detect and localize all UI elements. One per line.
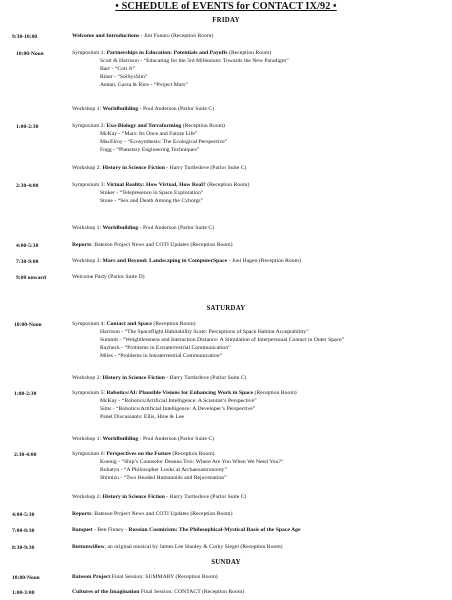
event-cultures-final: Cultures of the Imagination Final Session: CONTACT (Reception Room) [72, 589, 245, 595]
event-reports: Reports: Bateson Project News and COTI Updates (Reception Room) [72, 242, 233, 248]
time-slot: 10:00-Noon [16, 51, 44, 57]
talk-item: Panel Discussants: Ellis, Hine & Lee [100, 414, 185, 420]
event-buttonwillow: Buttonwillow, an original musical by James Lee Stanley & Corky Siegel (Reception Room) [72, 544, 283, 550]
day-heading-sunday: SUNDAY [211, 559, 241, 566]
event-workshop-1: Workshop 1: Worldbuilding - Poul Anderson (Parlor Suite C) [72, 106, 215, 112]
talk-item: MacElroy - “Ecosynthesis: The Ecological Perspective” [100, 139, 228, 145]
talk-item: Stoker - “Telepresence in Space Exploration” [100, 190, 204, 196]
time-slot: 10:00-Noon [14, 322, 42, 328]
event-symposium-3: Symposium 3: Virtual Reality: How Virtual, How Real? (Reception Room) [72, 182, 250, 188]
talk-item: Raybeck - “Problems in Extraterrestrial Communication” [100, 345, 231, 351]
talk-item: McKay - “Mars: Its Once and Future Life” [100, 131, 198, 137]
event-symposium-6: Symposium 6: Perspectives on the Future (Reception Room) [72, 451, 215, 457]
event-welcome-party: Welcome Party (Parlor Suite D) [72, 274, 145, 280]
talk-item: Koenig - “Ship’s Counselor Deanna Troi: Where Are You When We Need You?” [100, 459, 284, 465]
talk-item: Barr - “Coti Jr” [100, 66, 136, 72]
time-slot: 7:30-9:00 [16, 259, 39, 265]
talk-item: Rohatyn - “A Philosopher Looks at Archaeoastronomy” [100, 467, 227, 473]
talk-item: Riner - “SolSysSim” [100, 74, 148, 80]
talk-item: Summit - “Weightlessness and Interaction Distance: A Simulation of Interpersonal Contact in Outer Space” [100, 337, 345, 343]
time-slot: 8:30-9:30 [12, 545, 35, 551]
talk-item: Sims - “Robotics/Artificial Intelligence: A Developer’s Perspective” [100, 406, 256, 412]
event-bateson-final: Bateson Project Final Session: SUMMARY (Reception Room) [72, 574, 218, 580]
talk-item: Shimizu - “Two Headed Humanoids and Rejuvenation” [100, 475, 227, 481]
day-heading-friday: FRIDAY [212, 17, 240, 24]
time-slot: 1:00-3:00 [12, 590, 35, 596]
time-slot: 7:00-8:30 [12, 528, 35, 534]
time-slot: 2:30-4:00 [14, 452, 37, 458]
event-symposium-5: Symposium 5: Robotics/AI: Plausible Visions for Enhancing Work in Space (Reception Room) [72, 390, 297, 396]
talk-item: Aedan, Garza & Rice - “Project Mars” [100, 82, 188, 88]
event-workshop-2: Workshop 2: History in Science Fiction - Harry Turtledove (Parlor Suite C) [72, 494, 247, 500]
event-symposium-2: Symposium 2: Exo-Biology and Terraforming (Reception Room) [72, 123, 225, 129]
event-banquet: Banquet - Ben Finney - Russian Cosmicism: The Philosophical-Mystical Basis of the Space Age [72, 527, 301, 533]
event-workshop-2: Workshop 2: History in Science Fiction - Harry Turtledove (Parlor Suite C) [72, 165, 247, 171]
talk-item: McKay - “Robotics/Artificial Intelligence: A Scientist’s Perspective” [100, 398, 257, 404]
event-workshop-2: Workshop 2: History in Science Fiction - Harry Turtledove (Parlor Suite C) [72, 375, 247, 381]
event-workshop-1: Workshop 1: Worldbuilding - Poul Anderson (Parlor Suite C) [72, 436, 215, 442]
time-slot: 1:00-2:30 [16, 124, 39, 130]
talk-item: Scott & Harrison - “Educating for the 3rd Millenium: Towards the New Paradigm” [100, 58, 289, 64]
talk-item: Harrison - “The Spaceflight Habitability Scale: Perceptions of Space Habitat Acceptability” [100, 329, 309, 335]
time-slot: 4:00-5:30 [12, 512, 35, 518]
time-slot: 9:00 onward [16, 275, 46, 281]
day-heading-saturday: SATURDAY [206, 305, 246, 312]
event-symposium-1: Symposium 1: Partnerships in Education: Potentials and Payoffs (Reception Room) [72, 50, 272, 56]
schedule-title: • SCHEDULE of EVENTS for CONTACT IX/92 • [115, 1, 337, 12]
talk-item: Miles - “Problems in Intraterrestrial Communication” [100, 353, 223, 359]
time-slot: 9:30-10:00 [12, 34, 38, 40]
time-slot: 10:00-Noon [12, 575, 40, 581]
time-slot: 2:30-4:00 [16, 183, 39, 189]
event-reports: Reports: Bateson Project News and COTI Updates (Reception Room) [72, 511, 233, 517]
talk-item: Fogg - “Planetary Engineering Techniques” [100, 147, 200, 153]
event-symposium-4: Symposium 4: Contact and Space (Reception Room) [72, 321, 196, 327]
event-workshop-3: Workshop 3: Mars and Beyond: Landscaping in ComputerSpace - Joel Hagen (Reception Room) [72, 258, 301, 264]
time-slot: 1:00-2:30 [14, 391, 37, 397]
event-welcome: Welcome and Introductions - Jim Funaro (Reception Room) [72, 33, 214, 39]
event-workshop-1: Workshop 1: Worldbuilding - Poul Anderson (Parlor Suite C) [72, 225, 215, 231]
talk-item: Stone - “Sex and Death Among the Cyborgs” [100, 198, 204, 204]
time-slot: 4:00-5:30 [16, 243, 39, 249]
